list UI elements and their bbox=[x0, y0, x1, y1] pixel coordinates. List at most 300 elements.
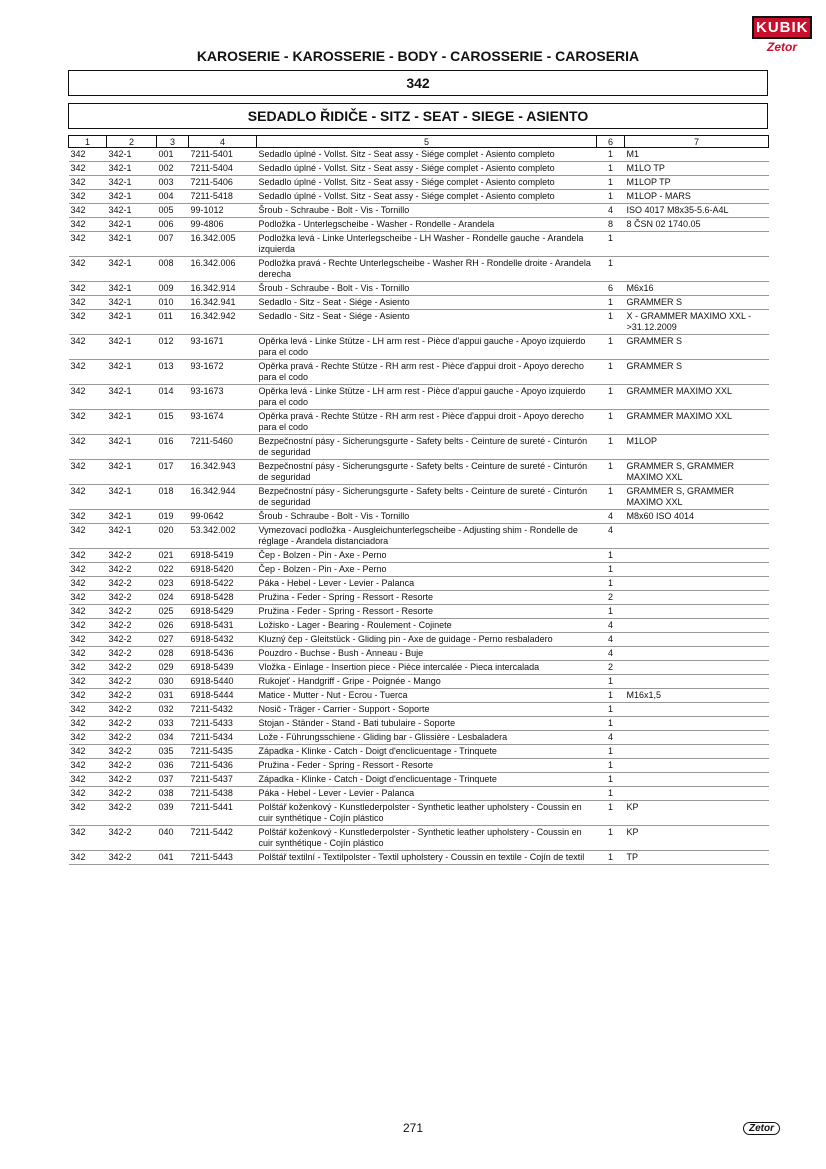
position-cell: 039 bbox=[157, 801, 189, 826]
column-header: 7 bbox=[625, 136, 769, 148]
column-header: 2 bbox=[107, 136, 157, 148]
quantity-cell: 4 bbox=[597, 510, 625, 524]
subgroup-cell: 342-1 bbox=[107, 282, 157, 296]
parts-table bbox=[68, 135, 769, 865]
subgroup-cell: 342-1 bbox=[107, 524, 157, 549]
group-cell: 342 bbox=[69, 619, 107, 633]
position-cell: 019 bbox=[157, 510, 189, 524]
part-number-cell: 16.342.944 bbox=[189, 485, 257, 510]
quantity-cell: 6 bbox=[597, 282, 625, 296]
description-cell: Pouzdro - Buchse - Bush - Anneau - Buje bbox=[257, 647, 597, 661]
group-cell: 342 bbox=[69, 703, 107, 717]
table-row bbox=[69, 296, 769, 310]
note-cell bbox=[625, 524, 769, 549]
table-row bbox=[69, 190, 769, 204]
table-row bbox=[69, 524, 769, 549]
group-cell: 342 bbox=[69, 633, 107, 647]
note-cell bbox=[625, 647, 769, 661]
position-cell: 034 bbox=[157, 731, 189, 745]
description-cell: Kluzný čep - Gleitstück - Gliding pin - Axe de guidage - Perno resbaladero bbox=[257, 633, 597, 647]
part-number-cell: 6918-5444 bbox=[189, 689, 257, 703]
column-header: 6 bbox=[597, 136, 625, 148]
description-cell: Podložka - Unterlegscheibe - Washer - Rondelle - Arandela bbox=[257, 218, 597, 232]
subgroup-cell: 342-2 bbox=[107, 851, 157, 865]
quantity-cell: 1 bbox=[597, 577, 625, 591]
description-cell: Bezpečnostní pásy - Sicherungsgurte - Safety belts - Ceinture de sureté - Cinturón de seguridad bbox=[257, 485, 597, 510]
subgroup-cell: 342-1 bbox=[107, 162, 157, 176]
description-cell: Čep - Bolzen - Pin - Axe - Perno bbox=[257, 549, 597, 563]
description-cell: Sedadlo úplné - Vollst. Sitz - Seat assy - Siége complet - Asiento completo bbox=[257, 148, 597, 162]
part-number-cell: 99-0642 bbox=[189, 510, 257, 524]
note-cell bbox=[625, 232, 769, 257]
note-cell: GRAMMER S bbox=[625, 335, 769, 360]
note-cell: GRAMMER S, GRAMMER MAXIMO XXL bbox=[625, 485, 769, 510]
description-cell: Opěrka levá - Linke Stütze - LH arm rest - Pièce d'appui gauche - Apoyo izquierdo para el codo bbox=[257, 335, 597, 360]
group-cell: 342 bbox=[69, 851, 107, 865]
position-cell: 022 bbox=[157, 563, 189, 577]
group-cell: 342 bbox=[69, 218, 107, 232]
group-cell: 342 bbox=[69, 410, 107, 435]
table-row bbox=[69, 619, 769, 633]
part-number-cell: 16.342.006 bbox=[189, 257, 257, 282]
part-number-cell: 6918-5440 bbox=[189, 675, 257, 689]
description-cell: Sedadlo - Sitz - Seat - Siége - Asiento bbox=[257, 310, 597, 335]
part-number-cell: 7211-5441 bbox=[189, 801, 257, 826]
section-title: SEDADLO ŘIDIČE - SITZ - SEAT - SIEGE - ASIENTO bbox=[68, 103, 768, 129]
note-cell bbox=[625, 591, 769, 605]
note-cell: GRAMMER S, GRAMMER MAXIMO XXL bbox=[625, 460, 769, 485]
quantity-cell: 1 bbox=[597, 759, 625, 773]
subgroup-cell: 342-2 bbox=[107, 787, 157, 801]
group-cell: 342 bbox=[69, 647, 107, 661]
quantity-cell: 1 bbox=[597, 485, 625, 510]
note-cell bbox=[625, 549, 769, 563]
quantity-cell: 1 bbox=[597, 410, 625, 435]
part-number-cell: 7211-5406 bbox=[189, 176, 257, 190]
description-cell: Ložisko - Lager - Bearing - Roulement - Cojinete bbox=[257, 619, 597, 633]
position-cell: 007 bbox=[157, 232, 189, 257]
table-row bbox=[69, 851, 769, 865]
table-row bbox=[69, 510, 769, 524]
description-cell: Pružina - Feder - Spring - Ressort - Resorte bbox=[257, 605, 597, 619]
table-row bbox=[69, 257, 769, 282]
position-cell: 009 bbox=[157, 282, 189, 296]
subgroup-cell: 342-2 bbox=[107, 745, 157, 759]
note-cell bbox=[625, 717, 769, 731]
subgroup-cell: 342-2 bbox=[107, 731, 157, 745]
part-number-cell: 16.342.942 bbox=[189, 310, 257, 335]
description-cell: Rukojeť - Handgriff - Gripe - Poignée - Mango bbox=[257, 675, 597, 689]
table-row bbox=[69, 801, 769, 826]
note-cell bbox=[625, 563, 769, 577]
position-cell: 015 bbox=[157, 410, 189, 435]
note-cell: M6x16 bbox=[625, 282, 769, 296]
group-cell: 342 bbox=[69, 773, 107, 787]
table-row bbox=[69, 826, 769, 851]
quantity-cell: 2 bbox=[597, 591, 625, 605]
quantity-cell: 4 bbox=[597, 731, 625, 745]
position-cell: 014 bbox=[157, 385, 189, 410]
description-cell: Sedadlo úplné - Vollst. Sitz - Seat assy - Siége complet - Asiento completo bbox=[257, 190, 597, 204]
note-cell: M1 bbox=[625, 148, 769, 162]
description-cell: Opěrka levá - Linke Stütze - LH arm rest - Pièce d'appui gauche - Apoyo izquierdo para el codo bbox=[257, 385, 597, 410]
note-cell bbox=[625, 633, 769, 647]
part-number-cell: 6918-5429 bbox=[189, 605, 257, 619]
table-row bbox=[69, 689, 769, 703]
quantity-cell: 1 bbox=[597, 385, 625, 410]
part-number-cell: 6918-5436 bbox=[189, 647, 257, 661]
subgroup-cell: 342-2 bbox=[107, 826, 157, 851]
part-number-cell: 93-1673 bbox=[189, 385, 257, 410]
quantity-cell: 1 bbox=[597, 232, 625, 257]
position-cell: 025 bbox=[157, 605, 189, 619]
quantity-cell: 1 bbox=[597, 310, 625, 335]
table-row bbox=[69, 218, 769, 232]
note-cell: KP bbox=[625, 801, 769, 826]
note-cell: TP bbox=[625, 851, 769, 865]
position-cell: 008 bbox=[157, 257, 189, 282]
part-number-cell: 7211-5433 bbox=[189, 717, 257, 731]
position-cell: 016 bbox=[157, 435, 189, 460]
group-cell: 342 bbox=[69, 335, 107, 360]
table-row bbox=[69, 176, 769, 190]
group-cell: 342 bbox=[69, 549, 107, 563]
position-cell: 006 bbox=[157, 218, 189, 232]
note-cell: GRAMMER S bbox=[625, 296, 769, 310]
subgroup-cell: 342-1 bbox=[107, 257, 157, 282]
table-row bbox=[69, 385, 769, 410]
table-row bbox=[69, 787, 769, 801]
description-cell: Opěrka pravá - Rechte Stütze - RH arm rest - Pièce d'appui droit - Apoyo derecho para el codo bbox=[257, 360, 597, 385]
table-row bbox=[69, 647, 769, 661]
note-cell: M1LOP - MARS bbox=[625, 190, 769, 204]
group-number: 342 bbox=[68, 70, 768, 96]
position-cell: 010 bbox=[157, 296, 189, 310]
subgroup-cell: 342-2 bbox=[107, 689, 157, 703]
page-title: KAROSERIE - KAROSSERIE - BODY - CAROSSERIE - CAROSERIA bbox=[196, 48, 640, 64]
description-cell: Vložka - Einlage - Insertion piece - Pièce intercalée - Pieca intercalada bbox=[257, 661, 597, 675]
description-cell: Polštář koženkový - Kunstlederpolster - Synthetic leather upholstery - Coussin en cuir synthétique - Cojín plástico bbox=[257, 826, 597, 851]
group-cell: 342 bbox=[69, 689, 107, 703]
table-row bbox=[69, 773, 769, 787]
quantity-cell: 4 bbox=[597, 647, 625, 661]
description-cell: Bezpečnostní pásy - Sicherungsgurte - Safety belts - Ceinture de sureté - Cinturón de seguridad bbox=[257, 435, 597, 460]
subgroup-cell: 342-1 bbox=[107, 360, 157, 385]
table-row bbox=[69, 335, 769, 360]
group-cell: 342 bbox=[69, 282, 107, 296]
note-cell bbox=[625, 619, 769, 633]
position-cell: 031 bbox=[157, 689, 189, 703]
table-row bbox=[69, 232, 769, 257]
position-cell: 041 bbox=[157, 851, 189, 865]
note-cell: M1LOP bbox=[625, 435, 769, 460]
part-number-cell: 6918-5420 bbox=[189, 563, 257, 577]
group-cell: 342 bbox=[69, 826, 107, 851]
note-cell bbox=[625, 257, 769, 282]
position-cell: 030 bbox=[157, 675, 189, 689]
description-cell: Vymezovací podložka - Ausgleichunterlegscheibe - Adjusting shim - Rondelle de réglage - Arandela distanciadora bbox=[257, 524, 597, 549]
position-cell: 033 bbox=[157, 717, 189, 731]
description-cell: Čep - Bolzen - Pin - Axe - Perno bbox=[257, 563, 597, 577]
position-cell: 032 bbox=[157, 703, 189, 717]
position-cell: 036 bbox=[157, 759, 189, 773]
description-cell: Nosič - Träger - Carrier - Support - Soporte bbox=[257, 703, 597, 717]
table-row bbox=[69, 148, 769, 162]
part-number-cell: 7211-5437 bbox=[189, 773, 257, 787]
part-number-cell: 7211-5432 bbox=[189, 703, 257, 717]
subgroup-cell: 342-1 bbox=[107, 335, 157, 360]
quantity-cell: 1 bbox=[597, 851, 625, 865]
quantity-cell: 1 bbox=[597, 826, 625, 851]
zetor-logo-text: Zetor bbox=[767, 40, 797, 54]
subgroup-cell: 342-1 bbox=[107, 218, 157, 232]
group-cell: 342 bbox=[69, 605, 107, 619]
note-cell bbox=[625, 759, 769, 773]
description-cell: Lože - Führungsschiene - Gliding bar - Glissière - Lesbaladera bbox=[257, 731, 597, 745]
note-cell bbox=[625, 675, 769, 689]
table-row bbox=[69, 360, 769, 385]
table-row bbox=[69, 633, 769, 647]
position-cell: 029 bbox=[157, 661, 189, 675]
quantity-cell: 1 bbox=[597, 190, 625, 204]
table-row bbox=[69, 703, 769, 717]
note-cell bbox=[625, 661, 769, 675]
table-row bbox=[69, 661, 769, 675]
group-cell: 342 bbox=[69, 435, 107, 460]
position-cell: 018 bbox=[157, 485, 189, 510]
subgroup-cell: 342-1 bbox=[107, 232, 157, 257]
group-cell: 342 bbox=[69, 745, 107, 759]
note-cell bbox=[625, 577, 769, 591]
description-cell: Šroub - Schraube - Bolt - Vis - Tornillo bbox=[257, 204, 597, 218]
subgroup-cell: 342-2 bbox=[107, 661, 157, 675]
note-cell: M8x60 ISO 4014 bbox=[625, 510, 769, 524]
description-cell: Sedadlo úplné - Vollst. Sitz - Seat assy - Siége complet - Asiento completo bbox=[257, 176, 597, 190]
group-cell: 342 bbox=[69, 257, 107, 282]
quantity-cell: 1 bbox=[597, 703, 625, 717]
quantity-cell: 1 bbox=[597, 296, 625, 310]
position-cell: 021 bbox=[157, 549, 189, 563]
quantity-cell: 1 bbox=[597, 435, 625, 460]
part-number-cell: 6918-5428 bbox=[189, 591, 257, 605]
subgroup-cell: 342-1 bbox=[107, 485, 157, 510]
table-row bbox=[69, 282, 769, 296]
group-cell: 342 bbox=[69, 524, 107, 549]
note-cell bbox=[625, 745, 769, 759]
column-header: 4 bbox=[189, 136, 257, 148]
description-cell: Pružina - Feder - Spring - Ressort - Resorte bbox=[257, 591, 597, 605]
quantity-cell: 1 bbox=[597, 549, 625, 563]
note-cell: KP bbox=[625, 826, 769, 851]
quantity-cell: 1 bbox=[597, 360, 625, 385]
part-number-cell: 6918-5419 bbox=[189, 549, 257, 563]
table-row bbox=[69, 162, 769, 176]
subgroup-cell: 342-2 bbox=[107, 549, 157, 563]
group-cell: 342 bbox=[69, 162, 107, 176]
part-number-cell: 6918-5422 bbox=[189, 577, 257, 591]
quantity-cell: 1 bbox=[597, 162, 625, 176]
subgroup-cell: 342-2 bbox=[107, 675, 157, 689]
quantity-cell: 1 bbox=[597, 257, 625, 282]
table-row bbox=[69, 731, 769, 745]
subgroup-cell: 342-1 bbox=[107, 460, 157, 485]
subgroup-cell: 342-1 bbox=[107, 385, 157, 410]
description-cell: Sedadlo - Sitz - Seat - Siége - Asiento bbox=[257, 296, 597, 310]
quantity-cell: 1 bbox=[597, 773, 625, 787]
quantity-cell: 1 bbox=[597, 689, 625, 703]
part-number-cell: 7211-5435 bbox=[189, 745, 257, 759]
quantity-cell: 1 bbox=[597, 176, 625, 190]
description-cell: Podložka levá - Linke Unterlegscheibe - LH Washer - Rondelle gauche - Arandela izquierda bbox=[257, 232, 597, 257]
part-number-cell: 7211-5434 bbox=[189, 731, 257, 745]
quantity-cell: 8 bbox=[597, 218, 625, 232]
part-number-cell: 6918-5439 bbox=[189, 661, 257, 675]
description-cell: Polštář koženkový - Kunstlederpolster - Synthetic leather upholstery - Coussin en cuir synthétique - Cojín plástico bbox=[257, 801, 597, 826]
description-cell: Sedadlo úplné - Vollst. Sitz - Seat assy - Siége complet - Asiento completo bbox=[257, 162, 597, 176]
group-cell: 342 bbox=[69, 310, 107, 335]
position-cell: 037 bbox=[157, 773, 189, 787]
quantity-cell: 4 bbox=[597, 619, 625, 633]
group-cell: 342 bbox=[69, 510, 107, 524]
table-row bbox=[69, 485, 769, 510]
subgroup-cell: 342-2 bbox=[107, 577, 157, 591]
subgroup-cell: 342-1 bbox=[107, 190, 157, 204]
part-number-cell: 6918-5432 bbox=[189, 633, 257, 647]
note-cell: ISO 4017 M8x35-5.6-A4L bbox=[625, 204, 769, 218]
note-cell bbox=[625, 605, 769, 619]
position-cell: 013 bbox=[157, 360, 189, 385]
quantity-cell: 2 bbox=[597, 661, 625, 675]
part-number-cell: 7211-5436 bbox=[189, 759, 257, 773]
quantity-cell: 1 bbox=[597, 745, 625, 759]
subgroup-cell: 342-2 bbox=[107, 605, 157, 619]
zetor-footer-logo: Zetor bbox=[743, 1122, 780, 1135]
table-row bbox=[69, 759, 769, 773]
quantity-cell: 4 bbox=[597, 204, 625, 218]
position-cell: 038 bbox=[157, 787, 189, 801]
position-cell: 027 bbox=[157, 633, 189, 647]
table-row bbox=[69, 675, 769, 689]
description-cell: Matice - Mutter - Nut - Ecrou - Tuerca bbox=[257, 689, 597, 703]
quantity-cell: 1 bbox=[597, 605, 625, 619]
part-number-cell: 93-1671 bbox=[189, 335, 257, 360]
position-cell: 003 bbox=[157, 176, 189, 190]
description-cell: Opěrka pravá - Rechte Stütze - RH arm rest - Pièce d'appui droit - Apoyo derecho para el codo bbox=[257, 410, 597, 435]
part-number-cell: 7211-5438 bbox=[189, 787, 257, 801]
group-cell: 342 bbox=[69, 563, 107, 577]
note-cell: M1LO TP bbox=[625, 162, 769, 176]
subgroup-cell: 342-2 bbox=[107, 563, 157, 577]
position-cell: 026 bbox=[157, 619, 189, 633]
quantity-cell: 4 bbox=[597, 524, 625, 549]
table-row bbox=[69, 435, 769, 460]
part-number-cell: 16.342.005 bbox=[189, 232, 257, 257]
note-cell bbox=[625, 787, 769, 801]
part-number-cell: 16.342.941 bbox=[189, 296, 257, 310]
quantity-cell: 1 bbox=[597, 563, 625, 577]
table-row bbox=[69, 549, 769, 563]
quantity-cell: 1 bbox=[597, 717, 625, 731]
subgroup-cell: 342-1 bbox=[107, 296, 157, 310]
group-cell: 342 bbox=[69, 460, 107, 485]
table-row bbox=[69, 204, 769, 218]
page-number: 271 bbox=[402, 1121, 424, 1135]
quantity-cell: 1 bbox=[597, 460, 625, 485]
part-number-cell: 99-4806 bbox=[189, 218, 257, 232]
part-number-cell: 7211-5404 bbox=[189, 162, 257, 176]
description-cell: Podložka pravá - Rechte Unterlegscheibe - Washer RH - Rondelle droite - Arandela derecha bbox=[257, 257, 597, 282]
description-cell: Polštář textilní - Textilpolster - Textil upholstery - Coussin en textile - Cojín de textil bbox=[257, 851, 597, 865]
subgroup-cell: 342-2 bbox=[107, 759, 157, 773]
group-cell: 342 bbox=[69, 661, 107, 675]
subgroup-cell: 342-1 bbox=[107, 310, 157, 335]
table-row bbox=[69, 460, 769, 485]
position-cell: 028 bbox=[157, 647, 189, 661]
subgroup-cell: 342-2 bbox=[107, 633, 157, 647]
note-cell: M1LOP TP bbox=[625, 176, 769, 190]
column-header: 5 bbox=[257, 136, 597, 148]
part-number-cell: 6918-5431 bbox=[189, 619, 257, 633]
group-cell: 342 bbox=[69, 204, 107, 218]
group-cell: 342 bbox=[69, 731, 107, 745]
table-row bbox=[69, 310, 769, 335]
subgroup-cell: 342-2 bbox=[107, 619, 157, 633]
part-number-cell: 16.342.943 bbox=[189, 460, 257, 485]
subgroup-cell: 342-1 bbox=[107, 410, 157, 435]
description-cell: Bezpečnostní pásy - Sicherungsgurte - Safety belts - Ceinture de sureté - Cinturón de seguridad bbox=[257, 460, 597, 485]
subgroup-cell: 342-2 bbox=[107, 591, 157, 605]
table-row bbox=[69, 591, 769, 605]
position-cell: 001 bbox=[157, 148, 189, 162]
position-cell: 011 bbox=[157, 310, 189, 335]
subgroup-cell: 342-1 bbox=[107, 510, 157, 524]
part-number-cell: 7211-5443 bbox=[189, 851, 257, 865]
part-number-cell: 99-1012 bbox=[189, 204, 257, 218]
description-cell: Pružina - Feder - Spring - Ressort - Resorte bbox=[257, 759, 597, 773]
subgroup-cell: 342-2 bbox=[107, 717, 157, 731]
note-cell: M16x1,5 bbox=[625, 689, 769, 703]
group-cell: 342 bbox=[69, 485, 107, 510]
note-cell: GRAMMER MAXIMO XXL bbox=[625, 410, 769, 435]
note-cell bbox=[625, 731, 769, 745]
position-cell: 005 bbox=[157, 204, 189, 218]
part-number-cell: 7211-5442 bbox=[189, 826, 257, 851]
table-row bbox=[69, 410, 769, 435]
subgroup-cell: 342-1 bbox=[107, 148, 157, 162]
column-header: 3 bbox=[157, 136, 189, 148]
group-cell: 342 bbox=[69, 591, 107, 605]
note-cell bbox=[625, 773, 769, 787]
position-cell: 024 bbox=[157, 591, 189, 605]
position-cell: 004 bbox=[157, 190, 189, 204]
part-number-cell: 93-1674 bbox=[189, 410, 257, 435]
column-header: 1 bbox=[69, 136, 107, 148]
quantity-cell: 1 bbox=[597, 675, 625, 689]
group-cell: 342 bbox=[69, 148, 107, 162]
group-cell: 342 bbox=[69, 176, 107, 190]
part-number-cell: 16.342.914 bbox=[189, 282, 257, 296]
part-number-cell: 93-1672 bbox=[189, 360, 257, 385]
part-number-cell: 7211-5460 bbox=[189, 435, 257, 460]
table-row bbox=[69, 717, 769, 731]
group-cell: 342 bbox=[69, 675, 107, 689]
quantity-cell: 1 bbox=[597, 787, 625, 801]
description-cell: Šroub - Schraube - Bolt - Vis - Tornillo bbox=[257, 282, 597, 296]
quantity-cell: 1 bbox=[597, 335, 625, 360]
note-cell: X - GRAMMER MAXIMO XXL - >31.12.2009 bbox=[625, 310, 769, 335]
table-row bbox=[69, 563, 769, 577]
part-number-cell: 7211-5401 bbox=[189, 148, 257, 162]
